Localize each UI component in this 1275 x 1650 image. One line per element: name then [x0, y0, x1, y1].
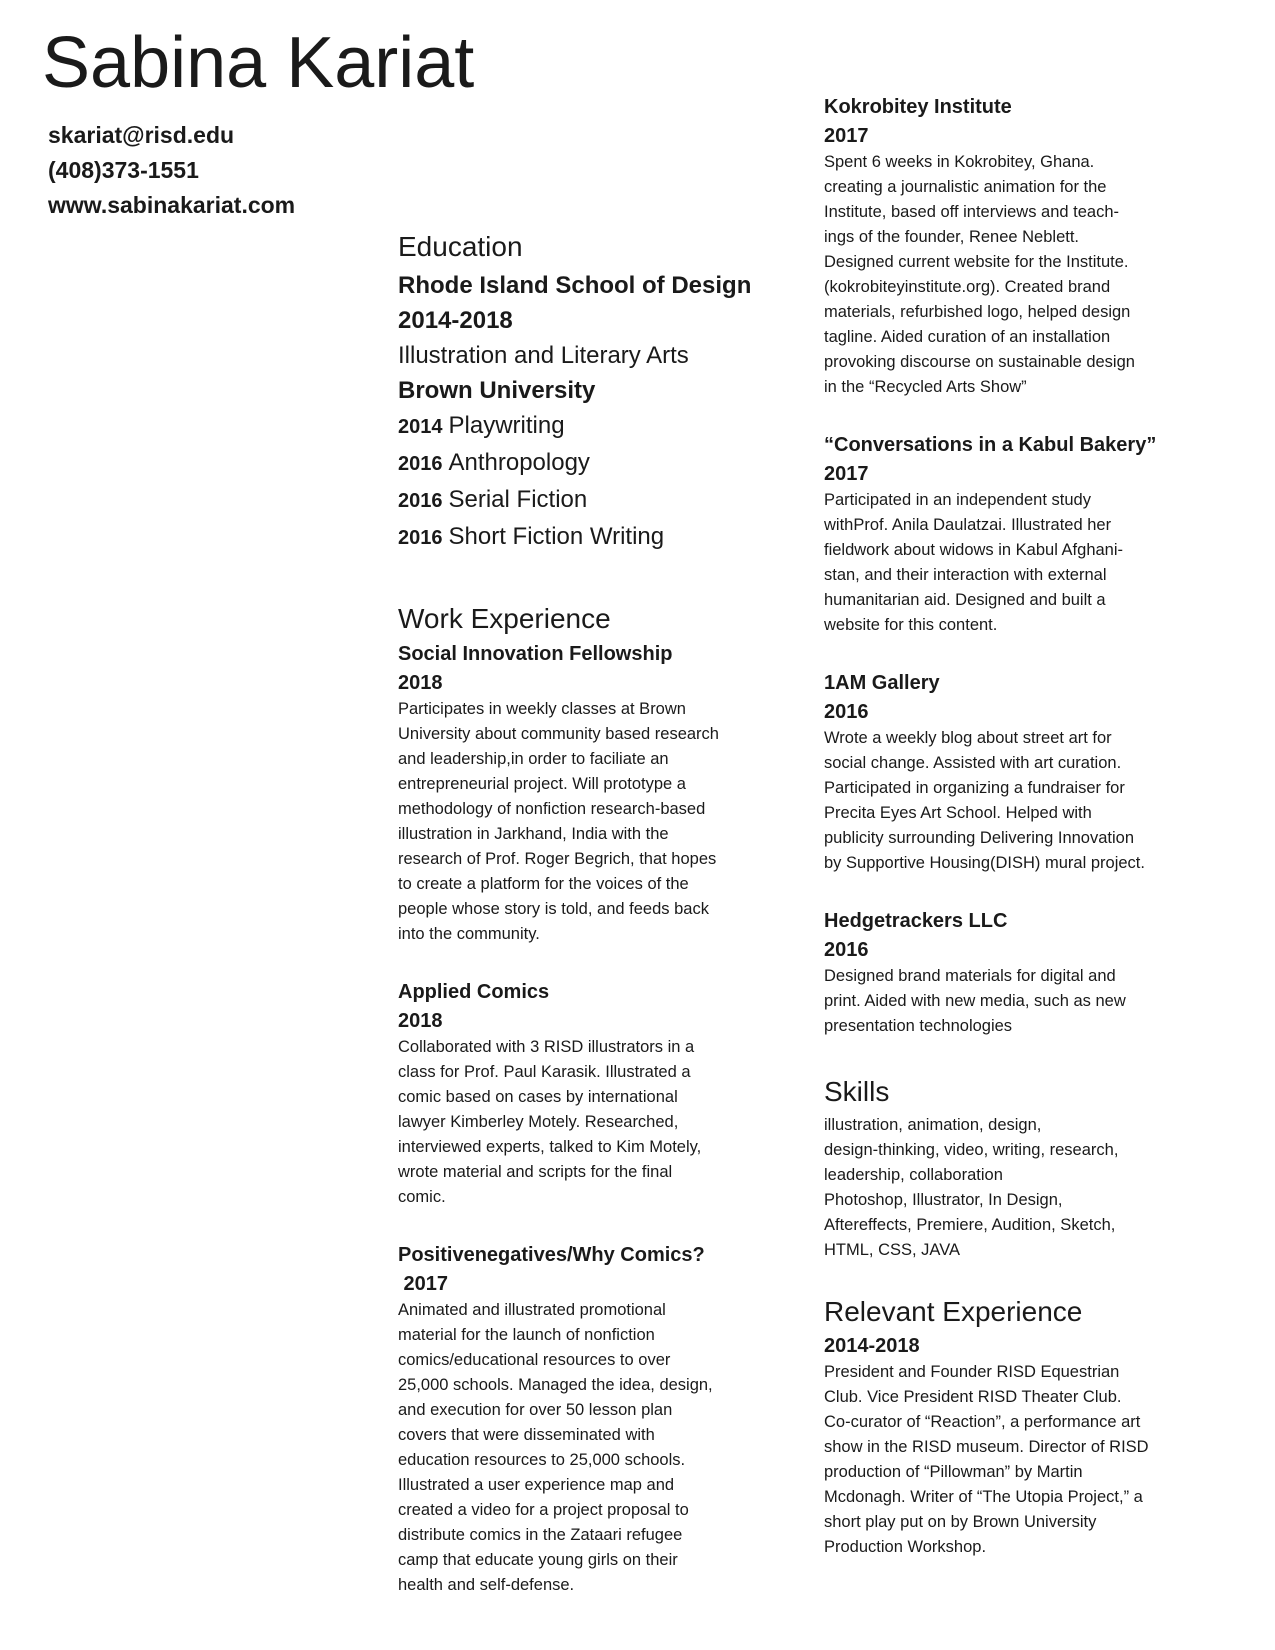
course-year: 2016 — [398, 489, 443, 512]
course-item — [398, 408, 773, 445]
work-entry — [398, 1240, 773, 1598]
entry-desc: Participated in an independent study withProf. Anila Daulatzai. Illustrated her fieldwork about widows in Kabul Afghani- stan, and their interaction with external humanitarian aid. Designed and built a website for this content. — [824, 491, 1124, 634]
website: www.sabinakariat.com — [48, 192, 296, 218]
education-heading: Education — [398, 231, 523, 262]
course-name: Anthropology — [448, 448, 590, 476]
entry-desc: Collaborated with 3 RISD illustrators in a class for Prof. Paul Karasik. Illustrated a comic based on cases by international lawyer Kimberley Motely. Researched, interviewed experts, talked to Kim Motely, wrote material and scripts for the final comic. — [398, 1038, 702, 1207]
entry-title: Hedgetrackers LLC — [824, 910, 1008, 932]
phone: (408)373-1551 — [48, 157, 199, 183]
course-name: Serial Fiction — [448, 485, 588, 513]
course-item — [398, 482, 773, 519]
contact-block — [48, 118, 295, 223]
left-column — [398, 230, 773, 1628]
relevant-heading: Relevant Experience — [824, 1295, 1083, 1327]
course-item — [398, 445, 773, 482]
skills-section — [824, 1075, 1189, 1263]
edu-major: Illustration and Literary Arts — [398, 341, 689, 369]
entry-desc: Designed brand materials for digital and print. Aided with new media, such as new presentation technologies — [824, 967, 1126, 1035]
entry-title: Applied Comics — [398, 981, 550, 1004]
entry-title: “Conversations in a Kabul Bakery” — [824, 434, 1157, 456]
entry-desc: Participates in weekly classes at Brown University about community based research and leadership,in order to faciliate an entrepreneurial project. Will prototype a methodology of nonfiction research-based illustration in Jarkhand, India with the research of Prof. Roger Begrich, that hopes to create a platform for the voices of the people whose story is told, and feeds back into the community. — [398, 700, 719, 944]
entry-title: Social Innovation Fellowship — [398, 643, 673, 666]
email: skariat@risd.edu — [48, 122, 235, 148]
relevant-years: 2014-2018 — [824, 1335, 920, 1358]
course-item — [398, 519, 773, 556]
work-entry — [824, 430, 1189, 638]
course-year: 2014 — [398, 415, 443, 438]
course-year: 2016 — [398, 526, 443, 549]
skills-heading: Skills — [824, 1076, 890, 1107]
entry-desc: Spent 6 weeks in Kokrobitey, Ghana. creating a journalistic animation for the Institute, based off interviews and teach- ings of the founder, Renee Neblett. Designed current website for the Institute. (kokrobiteyinstitute.org). Created brand materials, refurbished logo, helped design tagline. Aided curation of an installation provoking discourse on sustainable design in the “Recycled Arts Show” — [824, 153, 1135, 396]
edu-school-risd: Rhode Island School of Design — [398, 271, 752, 299]
education-section — [398, 230, 773, 556]
entry-year: 2018 — [398, 1010, 443, 1033]
entry-title: Positivenegatives/Why Comics? — [398, 1244, 705, 1267]
entry-title: 1AM Gallery — [824, 672, 940, 694]
work-entry — [824, 668, 1189, 876]
relevant-desc: President and Founder RISD Equestrian Club. Vice President RISD Theater Club. Co-curator of “Reaction”, a performance art show in the RISD museum. Director of RISD production of “Pillowman” by Martin Mcdonagh. Writer of “The Utopia Project,” a short play put on by Brown University Production Workshop. — [824, 1363, 1149, 1557]
entry-year: 2016 — [824, 939, 869, 961]
work-heading: Work Experience — [398, 602, 611, 634]
course-name: Short Fiction Writing — [448, 522, 665, 550]
edu-years-risd: 2014-2018 — [398, 306, 513, 334]
entry-desc: Wrote a weekly blog about street art for social change. Assisted with art curation. Participated in organizing a fundraiser for Precita Eyes Art School. Helped with publicity surrounding Delivering Innovation by Supportive Housing(DISH) mural project. — [824, 729, 1145, 872]
entry-year: 2016 — [824, 701, 869, 723]
entry-year: 2017 — [398, 1273, 449, 1296]
relevant-section — [824, 1295, 1189, 1561]
skills-list: illustration, animation, design, design-thinking, video, writing, research, leadership, collaboration Photoshop, Illustrator, In Design, Aftereffects, Premiere, Audition, Sketch, HTML, CSS, JAVA — [824, 1115, 1119, 1259]
course-name: Playwriting — [448, 411, 565, 439]
work-entry — [824, 92, 1189, 400]
entry-year: 2017 — [824, 463, 869, 485]
entry-year: 2018 — [398, 672, 443, 695]
entry-title: Kokrobitey Institute — [824, 96, 1012, 118]
edu-school-brown: Brown University — [398, 376, 596, 404]
course-year: 2016 — [398, 452, 443, 475]
work-entry — [398, 977, 773, 1210]
work-section — [398, 602, 773, 1599]
resume-name: Sabina Kariat — [42, 23, 475, 103]
work-entry — [398, 639, 773, 947]
work-entry — [824, 906, 1189, 1039]
right-column — [824, 92, 1189, 1560]
entry-desc: Animated and illustrated promotional material for the launch of nonfiction comics/educational resources to over 25,000 schools. Managed the idea, design, and execution for over 50 lesson plan covers that were disseminated with education resources to 25,000 schools. Illustrated a user experience map and created a video for a project proposal to distribute comics in the Zataari refugee camp that educate young girls on their health and self-defense. — [398, 1301, 713, 1595]
entry-year: 2017 — [824, 125, 869, 147]
